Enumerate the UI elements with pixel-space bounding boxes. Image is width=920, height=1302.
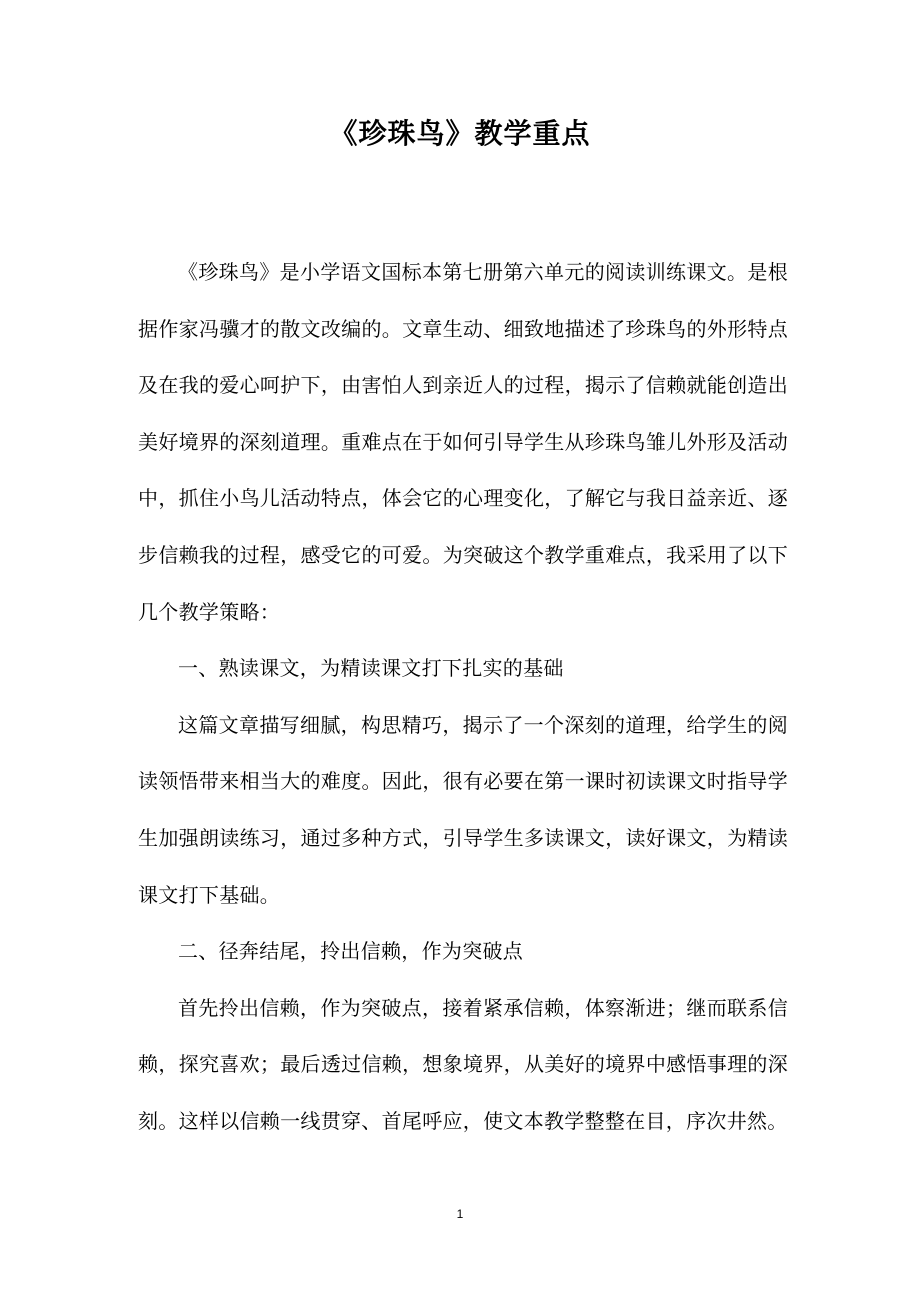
page-number: 1 (456, 1207, 464, 1221)
section-heading-1: 一、熟读课文，为精读课文打下扎实的基础 (178, 656, 564, 681)
paragraph-section-2: 首先拎出信赖，作为突破点，接着紧承信赖，体察渐进；继而联系信赖，探究喜欢；最后透过信赖，想象境界，从美好的境界中感悟事理的深刻。这样以信赖一线贯穿、首尾呼应，使文本教学整整在目，序次井然。 (138, 995, 788, 1133)
section-heading-2: 二、径奔结尾，拎出信赖，作为突破点 (178, 939, 524, 964)
document-title: 《珍珠鸟》教学重点 (329, 117, 591, 150)
document-body (138, 244, 788, 1150)
paragraph-intro: 《珍珠鸟》是小学语文国标本第七册第六单元的阅读训练课文。是根据作家冯骥才的散文改编的。文章生动、细致地描述了珍珠鸟的外形特点及在我的爱心呵护下，由害怕人到亲近人的过程，揭示了信赖就能创造出美好境界的深刻道理。重难点在于如何引导学生从珍珠鸟雏儿外形及活动中，抓住小鸟儿活动特点，体会它的心理变化，了解它与我日益亲近、逐步信赖我的过程，感受它的可爱。为突破这个教学重难点，我采用了以下几个教学策略： (138, 260, 788, 624)
paragraph-section-1: 这篇文章描写细腻，构思精巧，揭示了一个深刻的道理，给学生的阅读领悟带来相当大的难度。因此，很有必要在第一课时初读课文时指导学生加强朗读练习，通过多种方式，引导学生多读课文，读好课文，为精读课文打下基础。 (138, 712, 788, 907)
